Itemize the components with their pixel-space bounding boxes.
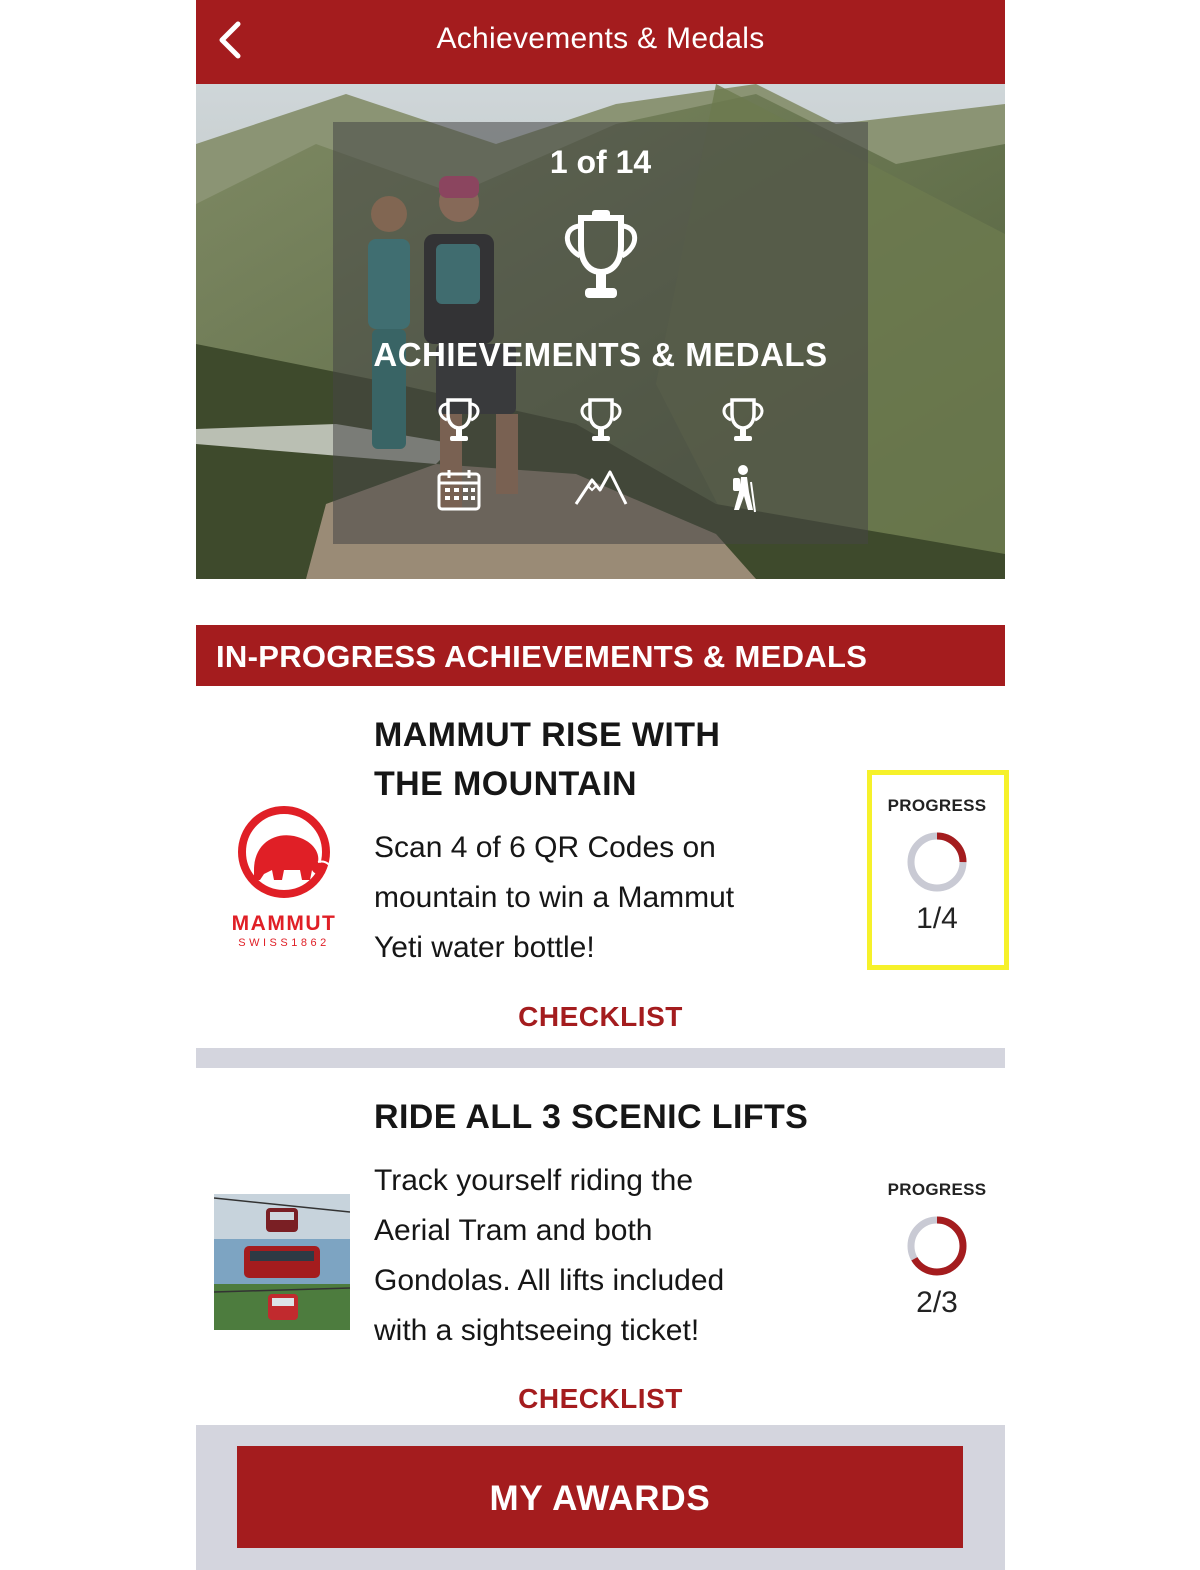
small-trophy-icon [718, 394, 768, 446]
progress-label: PROGRESS [887, 796, 987, 815]
progress-value: 1/4 [916, 902, 958, 935]
checklist-link[interactable]: CHECKLIST [518, 1001, 683, 1032]
progress-value: 2/3 [916, 1286, 958, 1319]
small-trophy-icon [576, 394, 626, 446]
calendar-icon [436, 468, 482, 512]
mammut-logo [214, 804, 354, 954]
top-bar [196, 0, 1005, 84]
achievement-title: MAMMUT RISE WITH THE MOUNTAIN [374, 716, 721, 803]
progress-label: PROGRESS [887, 1180, 987, 1199]
achievement-counter: 1 of 14 [549, 144, 652, 180]
trophy-icon [556, 206, 646, 306]
in-progress-section-header [196, 625, 1005, 686]
small-trophy-icon [434, 394, 484, 446]
progress-highlight-box [867, 770, 1009, 970]
checklist-link[interactable]: CHECKLIST [518, 1383, 683, 1414]
achievement-summary-card[interactable] [333, 122, 868, 544]
mountain-icon [574, 468, 628, 508]
achievement-description: Scan 4 of 6 QR Codes on mountain to win a Mammut Yeti water bottle! [374, 831, 735, 964]
page-title: Achievements & Medals [436, 22, 765, 55]
hiker-icon [725, 464, 761, 514]
achievement-title: RIDE ALL 3 SCENIC LIFTS [374, 1098, 809, 1136]
logo-tagline: SWISS1862 [238, 937, 330, 949]
card-divider [196, 1048, 1005, 1068]
hero-heading: ACHIEVEMENTS & MEDALS [373, 336, 828, 373]
gondola-photo [214, 1194, 350, 1330]
category-hiking[interactable] [713, 394, 773, 514]
footer [196, 1425, 1005, 1570]
section-title: IN-PROGRESS ACHIEVEMENTS & MEDALS [216, 639, 868, 674]
hero-banner [196, 84, 1005, 579]
logo-name: MAMMUT [231, 912, 337, 935]
achievement-description: Track yourself riding the Aerial Tram and both Gondolas. All lifts included with a sightseeing ticket! [374, 1164, 725, 1347]
my-awards-button[interactable]: MY AWARDS [237, 1446, 963, 1548]
achievement-card-scenic-lifts[interactable] [196, 1068, 1005, 1425]
progress-indicator [868, 1180, 1005, 1320]
category-calendar[interactable] [429, 394, 489, 512]
category-mountain[interactable] [571, 394, 631, 508]
progress-ring [905, 1214, 969, 1278]
